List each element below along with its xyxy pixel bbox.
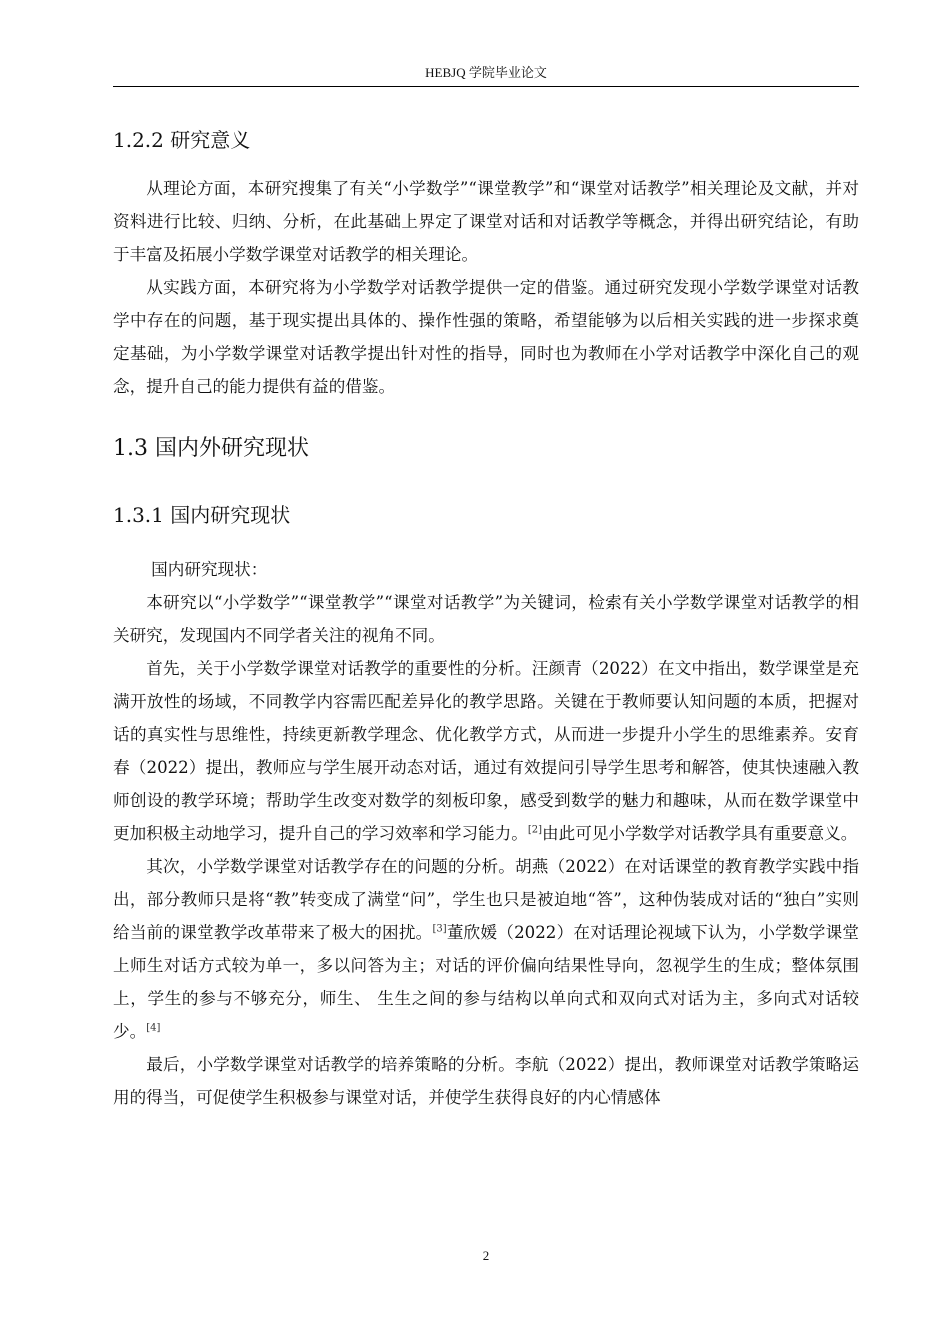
paragraph-importance-text: 首先，关于小学数学课堂对话教学的重要性的分析。汪颜青（2022）在文中指出，数学课堂是充满开放性的场域，不同教学内容需匹配差异化的教学思路。关键在于教师要认知问题的本质，把握对话的真实性与思维性，持续更新教学理念、优化教学方式，从而进一步提升小学生的思维素养。安育春（2022）提出，教师应与学生展开动态对话，通过有效提问引导学生思考和解答，使其快速融入教师创设的教学环境；帮助学生改变对数学的刻板印象，感受到数学的魅力和趣味，从而在数学课堂中更加积极主动地学习，提升自己的学习效率和学习能力。 bbox=[113, 659, 859, 843]
page-number: 2 bbox=[482, 1248, 490, 1263]
header-divider bbox=[113, 86, 859, 87]
document-body bbox=[113, 120, 859, 1114]
paragraph-importance-tail: 由此可见小学数学对话教学具有重要意义。 bbox=[542, 824, 858, 843]
citation-ref-4[interactable]: [4] bbox=[146, 1022, 161, 1034]
paragraph-problems-text-b: 董欣媛（2022）在对话理论视域下认为，小学数学课堂上师生对话方式较为单一，多以问答为主；对话的评价偏向结果性导向，忽视学生的生成；整体氛围上，学生的参与不够充分，师生、 生生之间的参与结构以单向式和双向式对话为主，多向式对话较少。 bbox=[113, 923, 859, 1041]
section-heading-1-3-1: 1.3.1 国内研究现状 bbox=[113, 503, 291, 527]
paragraph-intro: 国内研究现状： bbox=[151, 560, 268, 579]
paragraph-importance bbox=[113, 652, 859, 850]
citation-ref-2[interactable]: [2] bbox=[527, 824, 543, 836]
paragraph-keywords: 本研究以“小学数学”“课堂教学”“课堂对话教学”为关键词，检索有关小学数学课堂对话教学的相关研究，发现国内不同学者关注的视角不同。 bbox=[113, 593, 859, 645]
section-heading-1-3: 1.3 国内外研究现状 bbox=[113, 436, 309, 461]
citation-ref-3[interactable]: [3] bbox=[432, 923, 447, 935]
paragraph-problems bbox=[113, 850, 859, 1048]
page-header: HEBJQ 学院毕业论文 bbox=[425, 65, 547, 80]
paragraph-practice: 从实践方面，本研究将为小学数学对话教学提供一定的借鉴。通过研究发现小学数学课堂对话教学中存在的问题，基于现实提出具体的、操作性强的策略，希望能够为以后相关实践的进一步探求奠定基础，为小学数学课堂对话教学提出针对性的指导，同时也为教师在小学对话教学中深化自己的观念，提升自己的能力提供有益的借鉴。 bbox=[113, 278, 859, 396]
section-heading-1-2-2: 1.2.2 研究意义 bbox=[113, 128, 251, 152]
paragraph-strategies: 最后，小学数学课堂对话教学的培养策略的分析。李航（2022）提出，教师课堂对话教学策略运用的得当，可促使学生积极参与课堂对话，并使学生获得良好的内心情感体 bbox=[113, 1055, 859, 1107]
paragraph-theory: 从理论方面，本研究搜集了有关“小学数学”“课堂教学”和“课堂对话教学”相关理论及文献，并对资料进行比较、归纳、分析，在此基础上界定了课堂对话和对话教学等概念，并得出研究结论，有助于丰富及拓展小学数学课堂对话教学的相关理论。 bbox=[113, 179, 859, 264]
paragraph-problems-text-a: 其次，小学数学课堂对话教学存在的问题的分析。胡燕（2022）在对话课堂的教育教学实践中指出，部分教师只是将“教”转变成了满堂“问”，学生也只是被迫地“答”，这种伪装成对话的“独白”实则给当前的课堂教学改革带来了极大的困扰。 bbox=[113, 857, 859, 942]
